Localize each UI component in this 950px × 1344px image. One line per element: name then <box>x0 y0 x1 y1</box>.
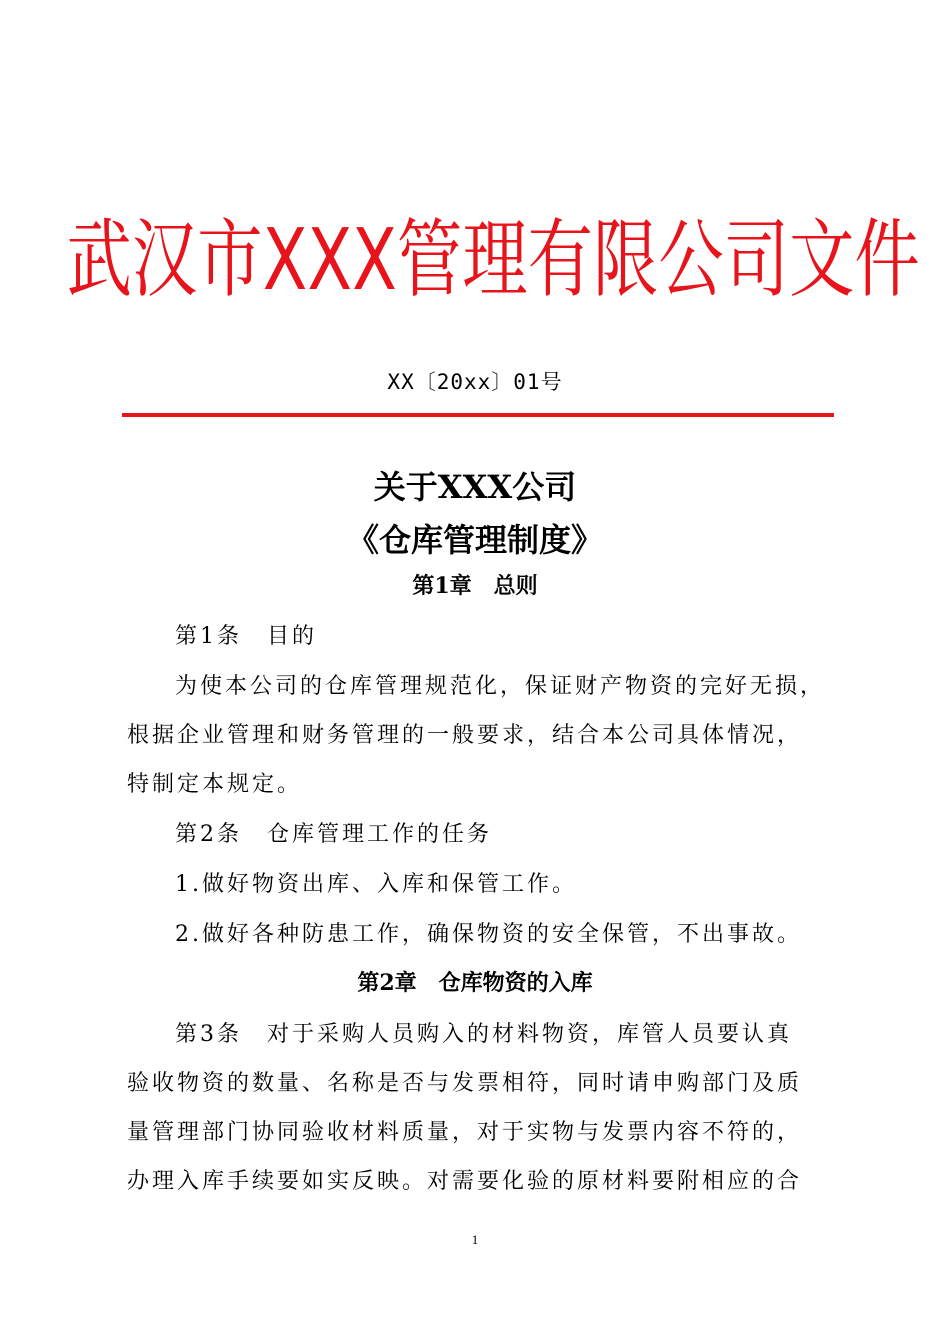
org-header-title: 武汉市XXX管理有限公司文件 <box>66 209 920 310</box>
paragraph-line: 根据企业管理和财务管理的一般要求，结合本公司具体情况， <box>127 723 803 748</box>
chapter-heading-1: 第1章 总则 <box>412 573 538 599</box>
chapter-heading-2: 第2章 仓库物资的入库 <box>357 970 593 996</box>
document-title-line1: 关于XXX公司 <box>373 468 577 506</box>
paragraph-line: 特制定本规定。 <box>127 772 303 797</box>
list-item: 1.做好物资出库、入库和保管工作。 <box>175 872 577 897</box>
paragraph-line: 量管理部门协同验收材料质量，对于实物与发票内容不符的， <box>127 1120 803 1145</box>
paragraph-line: 办理入库手续要如实反映。对需要化验的原材料要附相应的合 <box>127 1169 803 1194</box>
article-heading-1: 第1条 目的 <box>175 624 317 649</box>
red-divider <box>122 413 834 417</box>
article-heading-2: 第2条 仓库管理工作的任务 <box>175 822 492 847</box>
document-number: XX〔20xx〕01号 <box>387 370 563 394</box>
list-item: 2.做好各种防患工作，确保物资的安全保管，不出事故。 <box>175 922 802 947</box>
document-title-line2: 《仓库管理制度》 <box>346 521 603 559</box>
paragraph-line: 第3条 对于采购人员购入的材料物资，库管人员要认真 <box>175 1022 792 1047</box>
page-number: 1 <box>471 1232 479 1247</box>
paragraph-line: 验收物资的数量、名称是否与发票相符，同时请申购部门及质 <box>127 1071 803 1096</box>
paragraph-line: 为使本公司的仓库管理规范化，保证财产物资的完好无损， <box>175 674 826 699</box>
